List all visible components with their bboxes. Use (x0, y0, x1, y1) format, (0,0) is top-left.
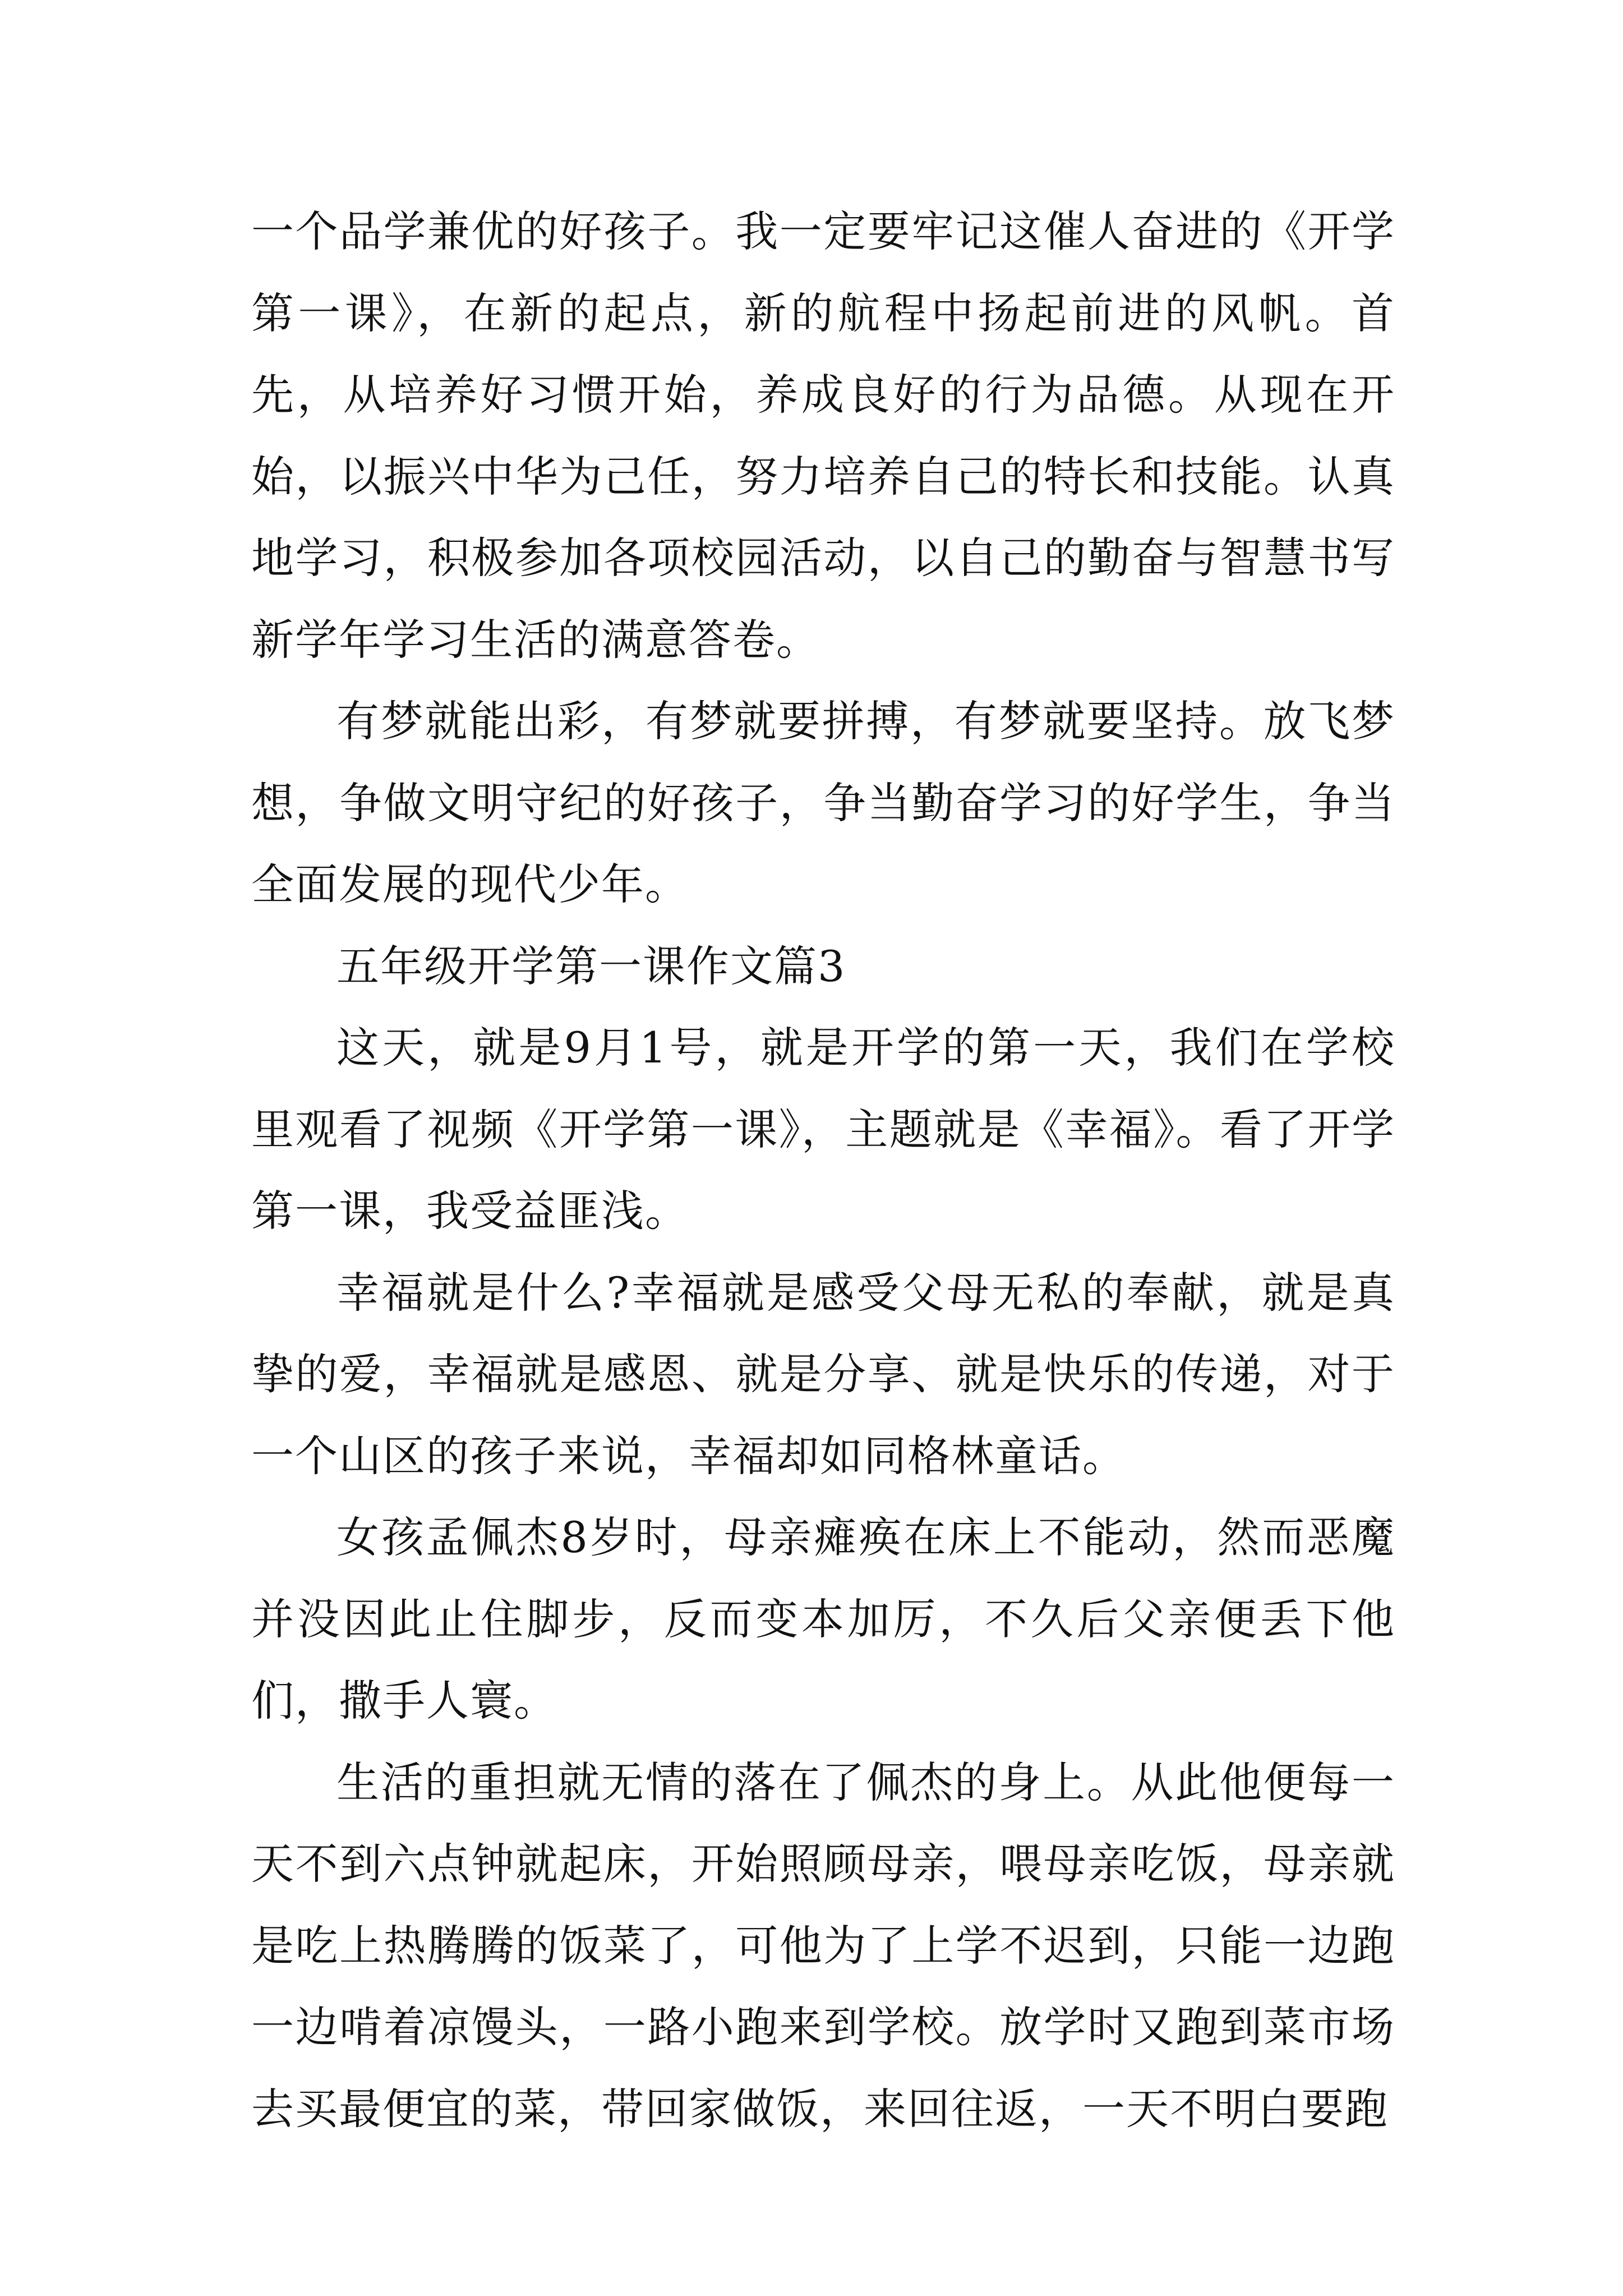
paragraph-3: 这天，就是9月1号，就是开学的第一天，我们在学校里观看了视频《开学第一课》，主题就是《幸福》。看了开学第一课，我受益匪浅。 (251, 1023, 1395, 1236)
paragraph-1: 一个品学兼优的好孩子。我一定要牢记这催人奋进的《开学第一课》，在新的起点，新的航程中扬起前进的风帆。首先，从培养好习惯开始，养成良好的行为品德。从现在开始，以振兴中华为己任，努力培养自己的特长和技能。认真地学习，积极参加各项校园活动，以自己的勤奋与智慧书写新学年学习生活的满意答卷。 (251, 206, 1395, 665)
paragraph-2: 有梦就能出彩，有梦就要拼搏，有梦就要坚持。放飞梦想，争做文明守纪的好孩子，争当勤奋学习的好学生，争当全面发展的现代少年。 (251, 696, 1395, 909)
document-body (251, 191, 1395, 2150)
section-heading: 五年级开学第一课作文篇3 (336, 941, 846, 991)
paragraph-6: 生活的重担就无情的落在了佩杰的身上。从此他便每一天不到六点钟就起床，开始照顾母亲，喂母亲吃饭，母亲就是吃上热腾腾的饭菜了，可他为了上学不迟到，只能一边跑一边啃着凉馒头，一路小跑来到学校。放学时又跑到菜市场去买最便宜的菜，带回家做饭，来回往返，一天不明白要跑 (251, 1757, 1395, 2134)
paragraph-4: 幸福就是什么?幸福就是感受父母无私的奉献，就是真挚的爱，幸福就是感恩、就是分享、就是快乐的传递，对于一个山区的孩子来说，幸福却如同格林童话。 (251, 1267, 1395, 1481)
paragraph-5: 女孩孟佩杰8岁时，母亲瘫痪在床上不能动，然而恶魔并没因此止住脚步，反而变本加厉，不久后父亲便丢下他们，撒手人寰。 (251, 1512, 1395, 1726)
